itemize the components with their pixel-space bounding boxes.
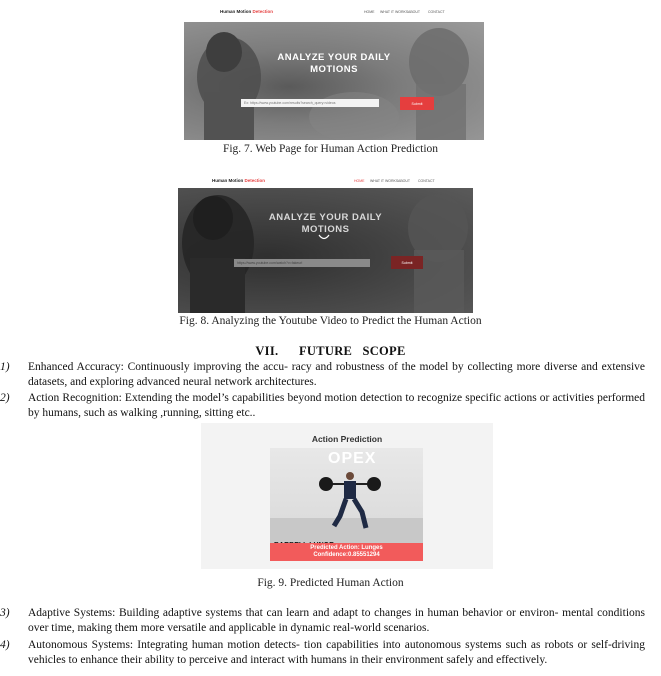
list-item-text: Adaptive Systems: Building adaptive systems that can learn and adapt to changes in human behavior or environ- mental conditions over time, making them more versatile and applicable in dynamic real-world scenarios. (28, 607, 645, 634)
fig7-brand-main: Human Motion (220, 9, 252, 14)
list-item-text: Enhanced Accuracy: Continuously improving the accu- racy and robustness of the model by collecting more diverse and extensive datasets, and exploring advanced neural network architectures. (28, 361, 645, 388)
fig8-brand-main: Human Motion (212, 178, 244, 183)
list-item (0, 638, 645, 668)
fig8-hero-title-line2: MOTIONS (301, 224, 350, 235)
fig8-hero (178, 188, 473, 313)
list-item-number: 3) (0, 607, 10, 619)
fig7-nav-contact[interactable]: CONTACT (428, 10, 445, 14)
list-item-text: Autonomous Systems: Integrating human motion detects- tion capabilities into autonomous systems such as robots or self-driving vehicles to enhance their ability to perceive and interact with humans in their environment safely and effectively. (28, 639, 645, 666)
fig7-brand[interactable] (220, 9, 273, 14)
fig8-hero-title (178, 212, 473, 236)
fig9-wall-logo: OPEX (328, 450, 377, 467)
fig7-caption: Fig. 7. Web Page for Human Action Prediction (222, 143, 439, 155)
fig7-brand-accent: Detection (252, 9, 274, 14)
fig7-nav-about[interactable]: ABOUT (408, 10, 421, 14)
fig8-screenshot (178, 174, 473, 313)
fig8-hero-title-line1: ANALYZE YOUR DAILY (268, 212, 383, 223)
fig8-url-input[interactable] (234, 259, 370, 267)
fig8-nav-contact[interactable]: CONTACT (418, 179, 435, 183)
list-item-number: 2) (0, 392, 10, 404)
list-item (0, 360, 645, 390)
fig9-athlete-figure (270, 448, 423, 543)
list-item-number: 4) (0, 639, 10, 651)
fig9-predicted-action: Predicted Action: Lunges (310, 545, 383, 551)
fig7-nav-what-it-works[interactable]: WHAT IT WORKS (380, 10, 409, 14)
fig8-nav-home[interactable]: HOME (354, 179, 365, 183)
fig8-anatomy-illustration (178, 188, 473, 313)
list-item-text: Action Recognition: Extending the model’s capabilities beyond motion detection to recognize specific actions or activities performed by humans, such as walking ,running, sitting etc.. (28, 392, 645, 419)
fig8-loading-spinner-icon (318, 234, 330, 242)
fig7-submit-button[interactable]: Submit (400, 97, 434, 110)
fig8-nav-about[interactable]: ABOUT (398, 179, 411, 183)
fig7-hero-title-line2: MOTIONS (310, 64, 358, 75)
fig8-brand[interactable] (212, 178, 265, 183)
fig7-nav-home[interactable]: HOME (364, 10, 375, 14)
fig9-title: Action Prediction (311, 434, 383, 444)
list-item-number: 1) (0, 361, 10, 373)
fig7-url-input[interactable] (241, 99, 379, 107)
list-item (0, 391, 645, 421)
fig7-navbar (184, 0, 484, 22)
fig9-prediction-result (270, 543, 423, 561)
fig8-nav-what-it-works[interactable]: WHAT IT WORKS (370, 179, 399, 183)
fig8-navbar (178, 174, 473, 188)
fig7-anatomy-illustration (184, 22, 484, 140)
fig7-screenshot (184, 0, 484, 140)
fig8-brand-accent: Detection (244, 178, 266, 183)
fig8-caption: Fig. 8. Analyzing the Youtube Video to Predict the Human Action (179, 315, 482, 327)
fig7-hero (184, 22, 484, 140)
fig7-hero-title-line1: ANALYZE YOUR DAILY (277, 52, 391, 63)
fig7-hero-title (184, 52, 484, 76)
fig8-submit-button[interactable]: Submit (391, 256, 423, 269)
list-item (0, 606, 645, 636)
fig9-screenshot (201, 423, 493, 569)
fig9-caption: Fig. 9. Predicted Human Action (257, 577, 404, 589)
fig9-confidence: Confidence:0.85551294 (313, 552, 380, 558)
section-title: VII. FUTURE SCOPE (255, 344, 406, 358)
